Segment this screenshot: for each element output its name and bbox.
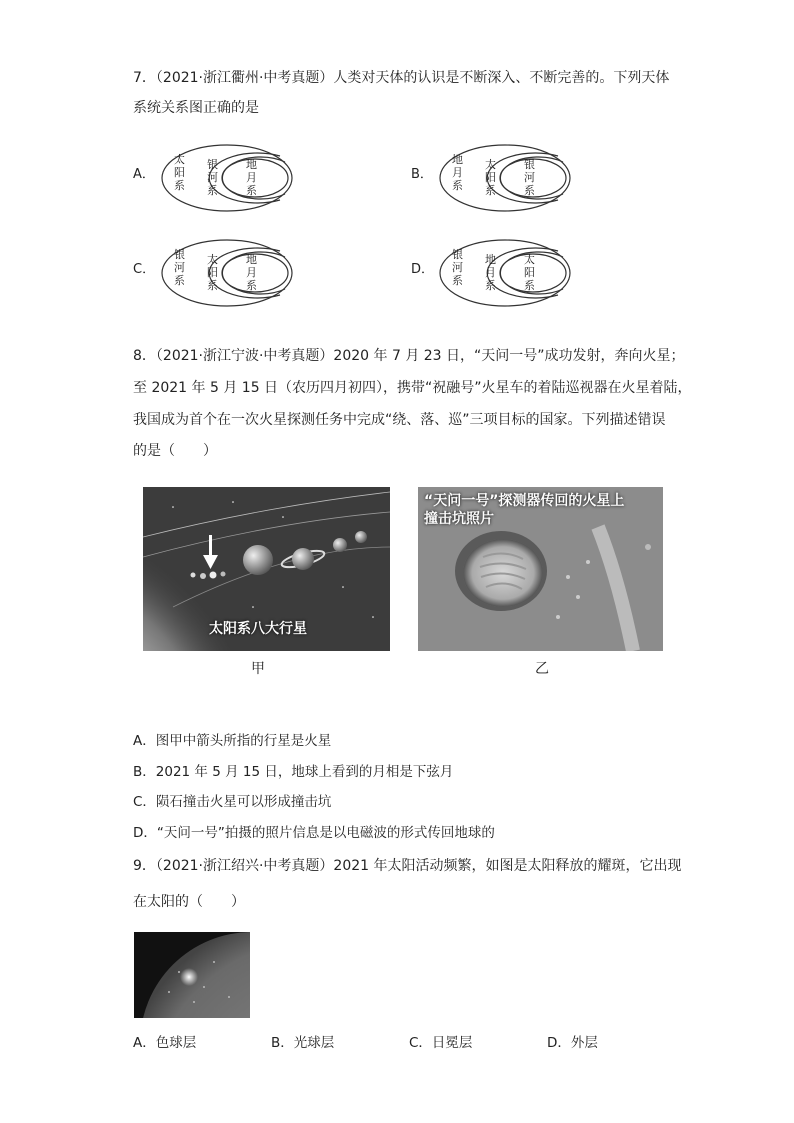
q9-choice-a: A．色球层 (133, 1035, 197, 1051)
q7-c-middle-text: 太阳系 (207, 253, 218, 292)
q7-d-inner-text: 太阳系 (524, 253, 535, 292)
solar-flare-image (134, 932, 250, 1018)
q8-choice-c: C．陨石撞击火星可以形成撞击坑 (133, 794, 332, 810)
q7-a-outer-text: 太阳系 (174, 153, 185, 192)
q9-stem-line-2: 在太阳的（ ） (133, 894, 245, 910)
crater-caption-line-2: 撞击坑照片 (424, 511, 494, 527)
q8-choice-a: A．图甲中箭头所指的行星是火星 (133, 733, 332, 749)
q7-option-c-label: C． (133, 262, 156, 277)
q9-choice-c: C．日冕层 (409, 1035, 473, 1051)
crater-caption-line-1: “天问一号”探测器传回的火星上 (424, 493, 625, 509)
solar-flare-drawing (134, 932, 250, 1018)
q9-choice-d: D．外层 (547, 1035, 598, 1051)
q7-a-middle-text: 银河系 (207, 158, 218, 197)
q7-stem-line-1: 7．（2021·浙江衢州·中考真题）人类对天体的认识是不断深入、不断完善的。下列天体 (133, 70, 670, 86)
q7-option-a-label: A． (133, 167, 155, 182)
q7-option-b-label: B． (411, 167, 433, 182)
q7-diagram-a (160, 142, 295, 214)
solar-system-image (143, 487, 390, 651)
q9-stem-line-1: 9．（2021·浙江绍兴·中考真题）2021 年太阳活动频繁，如图是太阳释放的耀斑，它出现 (133, 858, 682, 874)
q8-stem-line-2: 至 2021 年 5 月 15 日（农历四月初四），携带“祝融号”火星车的着陆巡视器在火星着陆， (133, 380, 692, 396)
solar-system-caption: 太阳系八大行星 (209, 621, 307, 637)
q7-diagram-b (438, 142, 573, 214)
q7-b-inner-text: 银河系 (524, 158, 535, 197)
q9-choice-b: B．光球层 (271, 1035, 335, 1051)
q7-c-inner-text: 地月系 (246, 253, 257, 292)
q7-option-d-label: D． (411, 262, 435, 277)
figure-jia-label: 甲 (251, 661, 265, 677)
q8-stem-line-4: 的是（ ） (133, 443, 217, 459)
q8-choice-b: B．2021 年 5 月 15 日，地球上看到的月相是下弦月 (133, 764, 454, 780)
q8-choice-d: D．“天问一号”拍摄的照片信息是以电磁波的形式传回地球的 (133, 825, 495, 841)
q7-a-inner-text: 地月系 (246, 158, 257, 197)
q7-b-outer-text: 地月系 (452, 153, 463, 192)
figure-yi-label: 乙 (535, 661, 549, 677)
q7-d-middle-text: 地月系 (485, 253, 496, 292)
q7-diagram-d (438, 237, 573, 309)
q7-stem-line-2: 系统关系图正确的是 (133, 100, 259, 116)
q7-d-outer-text: 银河系 (452, 248, 463, 287)
q7-c-outer-text: 银河系 (174, 248, 185, 287)
q8-stem-line-1: 8．（2021·浙江宁波·中考真题）2020 年 7 月 23 日，“天问一号”成功发射，奔向火星； (133, 348, 685, 364)
q8-stem-line-3: 我国成为首个在一次火星探测任务中完成“绕、落、巡”三项目标的国家。下列描述错误 (133, 412, 666, 428)
q7-diagram-c (160, 237, 295, 309)
mars-crater-image (418, 487, 663, 651)
q7-b-middle-text: 太阳系 (485, 158, 496, 197)
